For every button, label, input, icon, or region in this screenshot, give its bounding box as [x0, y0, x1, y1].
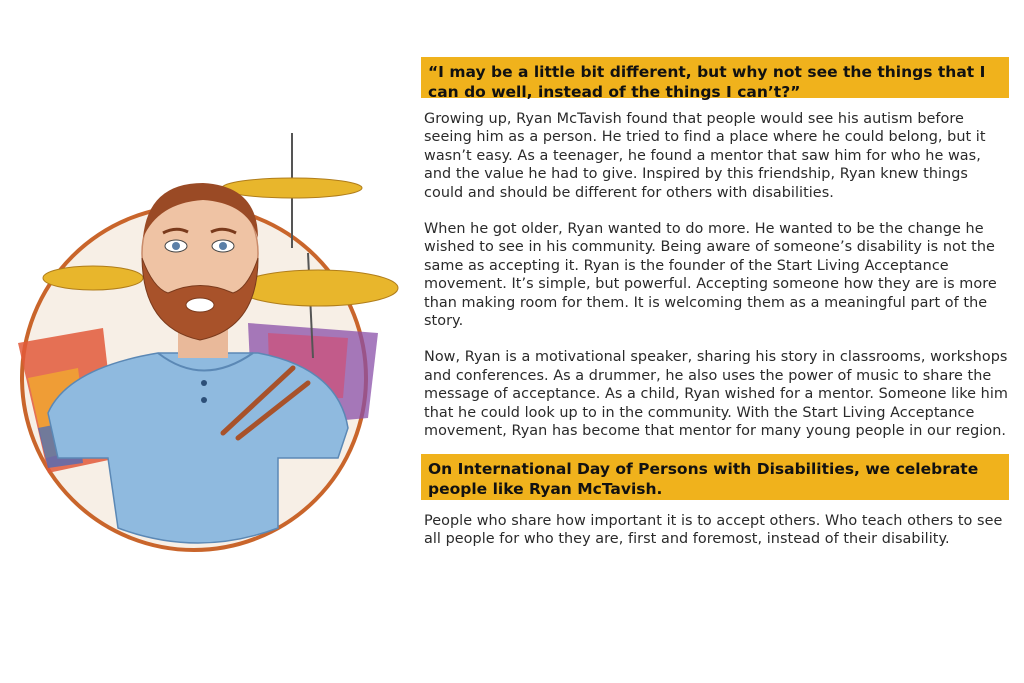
quote-banner: “I may be a little bit different, but why not see the things that I can do well, instead of the things I can’t?” — [421, 57, 1009, 98]
story-paragraph-1: Growing up, Ryan McTavish found that people would see his autism before seeing him as a person. He tried to find a place where he could belong, but it wasn’t easy. As a teenager, he found a mentor that saw him for who he was, and the value he had to give. Inspired by this friendship, Ryan knew things could and should be different for others with disabilities. — [424, 111, 986, 201]
top-cymbal — [222, 178, 362, 198]
right-cymbal — [238, 270, 398, 306]
left-cymbal — [43, 266, 143, 290]
portrait-illustration — [8, 128, 408, 558]
story-paragraph-2: When he got older, Ryan wanted to do more. He wanted to be the change he wished to see in his community. Being aware of someone’s disability is not the same as accepting it. Ryan is the founder of the Start Living Acceptance movement. It’s simple, but powerful. Accepting someone how they are is more than making room for them. It is welcoming them as a meaningful part of the story. — [424, 221, 997, 330]
drummer-portrait-image — [8, 128, 408, 558]
story-content — [421, 57, 1009, 548]
celebration-banner: On International Day of Persons with Disabilities, we celebrate people like Ryan McTavish. — [421, 454, 1009, 500]
closing-paragraph: People who share how important it is to accept others. Who teach others to see all people for who they are, first and foremost, instead of their disability. — [424, 512, 1003, 547]
story-paragraph-3: Now, Ryan is a motivational speaker, sharing his story in classrooms, workshops and conferences. As a drummer, he also uses the power of music to share the message of acceptance. As a child, Ryan wished for a mentor. Someone like him that he could look up to in the community. With the Start Living Acceptance movement, Ryan has become that mentor for many young people in our region. — [424, 349, 1008, 440]
